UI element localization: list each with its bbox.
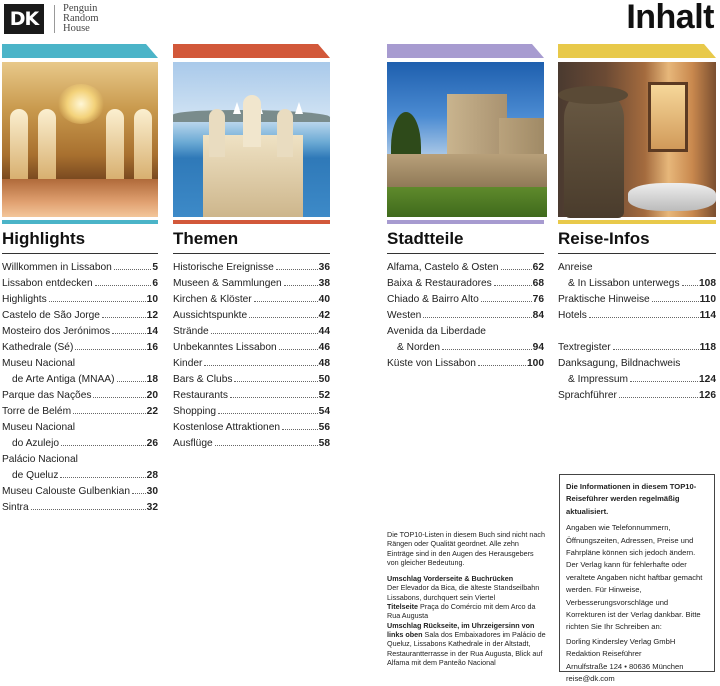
- info-box-heading: Die Informationen in diesem TOP10-Reiseführer werden regelmäßig aktualisiert.: [566, 482, 697, 516]
- page-number: 30: [146, 486, 158, 497]
- toc-entry-title: Parque das Nações: [2, 390, 92, 401]
- page-number: 14: [146, 326, 158, 337]
- page-number: 56: [318, 422, 330, 433]
- dot-leader: [112, 333, 146, 334]
- toc-entry-title: Mosteiro dos Jerónimos: [2, 326, 111, 337]
- toc-entry-title: & Norden: [397, 342, 441, 353]
- cafe-window: [648, 82, 688, 152]
- toc-entry-title: Bars & Clubs: [173, 374, 233, 385]
- dot-leader: [589, 317, 699, 318]
- dot-leader: [282, 429, 318, 430]
- toc-entry-title: Chiado & Bairro Alto: [387, 294, 479, 305]
- chandelier: [58, 84, 104, 124]
- page-number: 36: [318, 262, 330, 273]
- dot-leader: [60, 477, 145, 478]
- dot-leader: [478, 365, 526, 366]
- statue: [564, 88, 624, 218]
- toc-entry-title: Küste von Lissabon: [387, 358, 476, 369]
- sailboat: [233, 102, 241, 114]
- statue-hat: [558, 86, 628, 104]
- toc-list: [2, 260, 158, 516]
- dot-leader: [204, 365, 317, 366]
- dot-leader: [132, 493, 146, 494]
- toc-entry[interactable]: [558, 308, 716, 324]
- toc-entry-line: Anreise: [558, 262, 593, 273]
- toc-entry-title: Museen & Sammlungen: [173, 278, 282, 289]
- section-rule: [173, 220, 330, 224]
- page-number: 32: [146, 502, 158, 513]
- toc-entry-title: & In Lissabon unterwegs: [568, 278, 680, 289]
- grass: [387, 187, 547, 217]
- section-themen: [173, 44, 330, 452]
- page-number: 10: [146, 294, 158, 305]
- toc-entry-title: do Azulejo: [12, 438, 60, 449]
- dot-leader: [613, 349, 699, 350]
- toc-entry-title: Praktische Hinweise: [558, 294, 650, 305]
- dot-leader: [211, 333, 318, 334]
- toc-entry-title: Baixa & Restauradores: [387, 278, 492, 289]
- section-underline: [2, 253, 158, 254]
- toc-entry[interactable]: [173, 276, 330, 292]
- arch: [38, 109, 56, 179]
- publisher-line: Random: [63, 13, 99, 24]
- page-number: 62: [532, 262, 544, 273]
- publisher-line: Penguin: [63, 3, 98, 14]
- toc-entry[interactable]: [2, 340, 158, 356]
- dot-leader: [49, 301, 146, 302]
- toc-entry-title: & Impressum: [568, 374, 629, 385]
- toc-entry-title: Museu Calouste Gulbenkian: [2, 486, 130, 497]
- toc-entry-title: Aussichtspunkte: [173, 310, 248, 321]
- dot-leader: [501, 269, 532, 270]
- toc-entry[interactable]: [173, 356, 330, 372]
- dot-leader: [276, 269, 318, 270]
- dot-leader: [230, 397, 318, 398]
- dot-leader: [249, 317, 317, 318]
- toc-entry[interactable]: [2, 500, 158, 516]
- toc-list: [558, 260, 716, 404]
- palace-hall-photo: [2, 62, 158, 217]
- toc-entry[interactable]: [2, 404, 158, 420]
- arch: [10, 109, 28, 179]
- toc-entry[interactable]: [173, 260, 330, 276]
- page-number: 126: [699, 390, 716, 401]
- page-number: 54: [318, 406, 330, 417]
- toc-entry-title: Castelo de São Jorge: [2, 310, 100, 321]
- dot-leader: [31, 509, 146, 510]
- page-number: 26: [146, 438, 158, 449]
- section-title: Reise-Infos: [558, 229, 650, 248]
- toc-entry-title: Hotels: [558, 310, 587, 321]
- info-box-address-line: Redaktion Reiseführer: [566, 649, 642, 659]
- section-underline: [558, 253, 716, 254]
- toc-entry[interactable]: [2, 484, 158, 500]
- section-rule: [2, 220, 158, 224]
- toc-entry-line: Museu Nacional: [2, 358, 76, 369]
- castle-photo: [387, 62, 544, 217]
- toc-entry-title: Strände: [173, 326, 209, 337]
- section-reise-infos: [558, 44, 716, 404]
- toc-entry[interactable]: [173, 324, 330, 340]
- toc-entry-title: Restaurants: [173, 390, 228, 401]
- page-number: 124: [699, 374, 716, 385]
- toc-entry[interactable]: [2, 292, 158, 308]
- toc-entry[interactable]: [558, 292, 716, 308]
- toc-entry[interactable]: [173, 420, 330, 436]
- toc-entry-title: Shopping: [173, 406, 217, 417]
- section-underline: [387, 253, 544, 254]
- toc-entry[interactable]: [387, 340, 544, 356]
- toc-gap: [558, 324, 716, 340]
- castle-wall: [387, 154, 547, 190]
- section-color-bar: [2, 44, 158, 58]
- dk-logo: DK: [4, 4, 44, 34]
- section-color-bar: [173, 44, 330, 58]
- notes: [387, 530, 547, 667]
- dot-leader: [652, 301, 699, 302]
- page-number: 84: [532, 310, 544, 321]
- page-number: 118: [699, 342, 716, 353]
- section-title: Highlights: [2, 229, 86, 248]
- toc-entry-title: Kinder: [173, 358, 203, 369]
- dot-leader: [423, 317, 531, 318]
- toc-entry-title: Torre de Belém: [2, 406, 72, 417]
- section-color-bar: [387, 44, 544, 58]
- toc-entry[interactable]: [173, 308, 330, 324]
- toc-entry[interactable]: [2, 324, 158, 340]
- page-number: 46: [318, 342, 330, 353]
- toc-entry-title: Highlights: [2, 294, 47, 305]
- turret: [209, 109, 225, 157]
- toc-entry-title: de Arte Antiga (MNAA): [12, 374, 115, 385]
- toc-entry[interactable]: [173, 388, 330, 404]
- page-number: 76: [532, 294, 544, 305]
- info-box-body: Angaben wie Telefonnummern, Öffnungszeiten, Adressen, Preise und Fahrpläne können sich jedoch ändern. Der Verlag kann für fehlerhafte oder veraltete Angaben nicht haftbar gemacht werden. Für Hinweise, Verbesserungsvorschläge und Korrekturen ist der Verlag dankbar. Bitte richten Sie Ihr Schreiben an:: [566, 523, 703, 632]
- toc-entry[interactable]: [173, 292, 330, 308]
- toc-entry[interactable]: [2, 260, 158, 276]
- section-stadtteile: [387, 44, 544, 372]
- page-number: 48: [318, 358, 330, 369]
- toc-entry-title: Kostenlose Attraktionen: [173, 422, 281, 433]
- toc-entry[interactable]: [387, 260, 544, 276]
- note-label: Umschlag Rückseite, im Uhrzeigersinn von links oben: [387, 620, 535, 639]
- toc-list: [173, 260, 330, 452]
- toc-entry-title: Lissabon entdecken: [2, 278, 93, 289]
- toc-entry-title: Textregister: [558, 342, 611, 353]
- toc-entry-line: Avenida da Liberdade: [387, 326, 486, 337]
- toc-entry-title: Historische Ereignisse: [173, 262, 274, 273]
- dot-leader: [234, 381, 317, 382]
- publisher-line: House: [63, 23, 90, 34]
- page-number: 114: [699, 310, 716, 321]
- dot-leader: [61, 445, 146, 446]
- info-box-address-line: Dorling Kindersley Verlag GmbH: [566, 636, 676, 646]
- dot-leader: [279, 349, 318, 350]
- toc-entry-title: Alfama, Castelo & Osten: [387, 262, 499, 273]
- page-number: 94: [532, 342, 544, 353]
- toc-entry[interactable]: [173, 404, 330, 420]
- dot-leader: [73, 413, 146, 414]
- note-text: Der Elevador da Bica, die älteste Standseilbahn Lissabons, durchquert sein Viertel: [387, 583, 540, 602]
- toc-entry-title: Willkommen in Lissabon: [2, 262, 112, 273]
- toc-entry[interactable]: [558, 388, 716, 404]
- note-label: Titelseite: [387, 602, 419, 612]
- toc-entry[interactable]: [2, 308, 158, 324]
- toc-entry-title: de Queluz: [12, 470, 59, 481]
- page-number: 52: [318, 390, 330, 401]
- section-underline: [173, 253, 330, 254]
- page-number: 16: [146, 342, 158, 353]
- page-number: 110: [699, 294, 716, 305]
- page-number: 5: [152, 262, 158, 273]
- dot-leader: [682, 285, 698, 286]
- toc-entry[interactable]: [2, 388, 158, 404]
- page-number: 100: [527, 358, 544, 369]
- toc-entry-title: Westen: [387, 310, 422, 321]
- floor: [2, 179, 158, 217]
- toc-entry[interactable]: [2, 276, 158, 292]
- note-text: Praça do Comércio mit dem Arco da Rua Augusta: [387, 602, 536, 621]
- dot-leader: [619, 397, 698, 398]
- page-number: 44: [318, 326, 330, 337]
- page-number: 38: [318, 278, 330, 289]
- dot-leader: [442, 349, 532, 350]
- info-box-address-line: Arnulfstraße 124 • 80636 München: [566, 661, 684, 671]
- info-box-email: reise@dk.com: [566, 674, 615, 684]
- toc-entry[interactable]: [2, 468, 158, 484]
- page-number: 42: [318, 310, 330, 321]
- page-title: Inhalt: [626, 0, 714, 36]
- page-number: 68: [532, 278, 544, 289]
- publisher-logo: [4, 4, 99, 34]
- note-text: Sala dos Embaixadores im Palácio de Queluz, Lissabons Kathedrale in der Altstadt, Restaurantterrasse in der Rua Augusta, Blick auf Alfama mit dem Panteão Nacional: [387, 629, 546, 667]
- page-number: 40: [318, 294, 330, 305]
- section-rule: [558, 220, 716, 224]
- dot-leader: [95, 285, 152, 286]
- publisher-name: [63, 4, 99, 34]
- page-number: 20: [146, 390, 158, 401]
- toc-entry[interactable]: [387, 292, 544, 308]
- toc-entry-title: Kirchen & Klöster: [173, 294, 252, 305]
- page-number: 12: [146, 310, 158, 321]
- cafe-statue-photo: [558, 62, 716, 217]
- dot-leader: [630, 381, 698, 382]
- toc-entry-line: Museu Nacional: [2, 422, 76, 433]
- toc-entry-title: Sprachführer: [558, 390, 617, 401]
- info-box: [559, 474, 715, 684]
- section-color-bar: [558, 44, 716, 58]
- toc-entry[interactable]: [558, 340, 716, 356]
- note-label: Umschlag Vorderseite & Buchrücken: [387, 574, 514, 584]
- toc-list: [387, 260, 544, 372]
- section-title: Stadtteile: [387, 229, 464, 248]
- page-number: 18: [146, 374, 158, 385]
- turret: [243, 95, 261, 147]
- toc-entry-title: Kathedrale (Sé): [2, 342, 74, 353]
- turret: [277, 109, 293, 157]
- toc-entry[interactable]: [2, 436, 158, 452]
- section-title: Themen: [173, 229, 239, 248]
- toc-entry-title: Ausflüge: [173, 438, 213, 449]
- section-rule: [387, 220, 544, 224]
- toc-entry[interactable]: [558, 276, 716, 292]
- dot-leader: [114, 269, 151, 270]
- page-number: 28: [146, 470, 158, 481]
- section-highlights: [2, 44, 158, 516]
- dot-leader: [284, 285, 318, 286]
- logo-divider: [54, 5, 55, 33]
- dot-leader: [117, 381, 146, 382]
- sailboat: [295, 102, 303, 114]
- dot-leader: [93, 397, 145, 398]
- arch: [134, 109, 152, 179]
- arch: [106, 109, 124, 179]
- cafe-tables: [628, 183, 716, 211]
- toc-entry[interactable]: [173, 372, 330, 388]
- toc-entry[interactable]: [2, 372, 158, 388]
- dot-leader: [102, 317, 146, 318]
- toc-entry-title: Unbekanntes Lissabon: [173, 342, 277, 353]
- notes-intro: Die TOP10-Listen in diesem Buch sind nicht nach Rängen oder Qualität geordnet. Alle zehn Einträge sind in den Augen des Herausgebers von gleicher Bedeutung.: [387, 530, 545, 567]
- dot-leader: [254, 301, 318, 302]
- toc-entry-title: Sintra: [2, 502, 29, 513]
- toc-entry[interactable]: [173, 340, 330, 356]
- toc-entry[interactable]: [558, 372, 716, 388]
- page-number: 6: [152, 278, 158, 289]
- page-number: 50: [318, 374, 330, 385]
- page-number: 22: [146, 406, 158, 417]
- toc-entry[interactable]: [387, 276, 544, 292]
- dot-leader: [481, 301, 532, 302]
- toc-entry-line: Palácio Nacional: [2, 454, 78, 465]
- toc-entry[interactable]: [173, 436, 330, 452]
- toc-entry-line: Danksagung, Bildnachweis: [558, 358, 681, 369]
- dot-leader: [215, 445, 318, 446]
- tower-photo: [173, 62, 330, 217]
- page-number: 58: [318, 438, 330, 449]
- page-number: 108: [699, 278, 716, 289]
- dot-leader: [75, 349, 145, 350]
- toc-entry[interactable]: [387, 308, 544, 324]
- toc-entry[interactable]: [387, 356, 544, 372]
- notes-cover: [387, 574, 547, 667]
- dot-leader: [218, 413, 318, 414]
- dot-leader: [494, 285, 532, 286]
